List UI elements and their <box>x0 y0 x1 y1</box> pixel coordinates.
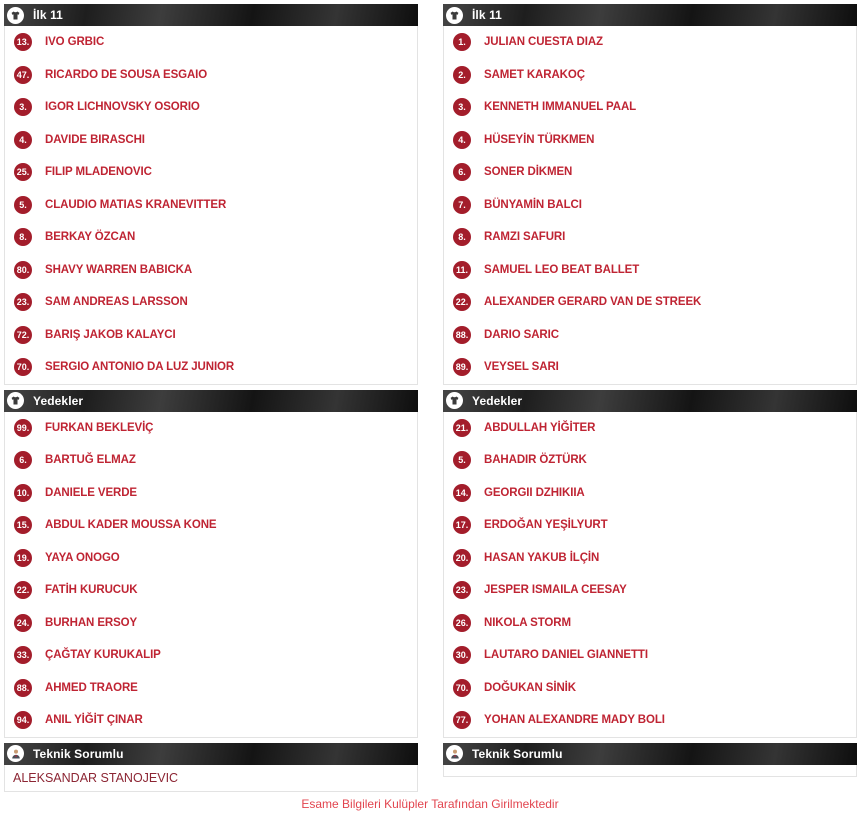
player-row[interactable] <box>444 639 856 672</box>
player-name: BARTUĞ ELMAZ <box>45 454 136 467</box>
player-number-badge: 6. <box>453 163 471 181</box>
lineup-column-home <box>4 4 418 792</box>
section-header-yedekler <box>443 390 857 412</box>
player-row[interactable] <box>5 542 417 575</box>
section-header-teknik-sorumlu <box>443 743 857 765</box>
player-number-badge: 4. <box>14 131 32 149</box>
player-name: DOĞUKAN SİNİK <box>484 681 576 694</box>
coach-icon <box>7 745 24 762</box>
player-name: BURHAN ERSOY <box>45 616 138 629</box>
player-number-badge: 24. <box>14 614 32 632</box>
section-title: İlk 11 <box>33 8 63 22</box>
player-name: YOHAN ALEXANDRE MADY BOLI <box>484 714 665 727</box>
player-row[interactable] <box>5 412 417 445</box>
player-row[interactable] <box>5 607 417 640</box>
player-name: SERGIO ANTONIO DA LUZ JUNIOR <box>45 361 235 374</box>
player-name: FATİH KURUCUK <box>45 584 138 597</box>
player-list-ilk11 <box>4 26 418 385</box>
player-number-badge: 11. <box>453 261 471 279</box>
jersey-icon <box>7 392 24 409</box>
player-name: BARIŞ JAKOB KALAYCI <box>45 328 176 341</box>
player-name: SAM ANDREAS LARSSON <box>45 296 188 309</box>
player-row[interactable] <box>444 286 856 319</box>
section-header-teknik-sorumlu <box>4 743 418 765</box>
player-name: RICARDO DE SOUSA ESGAIO <box>45 68 208 81</box>
section-header-yedekler <box>4 390 418 412</box>
player-number-badge: 19. <box>14 549 32 567</box>
player-number-badge: 5. <box>453 451 471 469</box>
player-number-badge: 72. <box>14 326 32 344</box>
player-name: ALEXANDER GERARD VAN DE STREEK <box>484 296 702 309</box>
player-row[interactable] <box>444 477 856 510</box>
player-row[interactable] <box>444 672 856 705</box>
player-row[interactable] <box>5 477 417 510</box>
player-name: BAHADIR ÖZTÜRK <box>484 454 587 467</box>
player-row[interactable] <box>5 704 417 737</box>
player-name: IGOR LICHNOVSKY OSORIO <box>45 101 200 114</box>
player-name: DANIELE VERDE <box>45 486 137 499</box>
player-number-badge: 70. <box>453 679 471 697</box>
player-row[interactable] <box>5 672 417 705</box>
player-name: JULIAN CUESTA DIAZ <box>484 36 603 49</box>
player-row[interactable] <box>444 254 856 287</box>
player-row[interactable] <box>444 189 856 222</box>
player-name: ERDOĞAN YEŞİLYURT <box>484 519 608 532</box>
player-number-badge: 2. <box>453 66 471 84</box>
section-title: Teknik Sorumlu <box>33 746 124 761</box>
player-name: FILIP MLADENOVIC <box>45 166 152 179</box>
player-number-badge: 33. <box>14 646 32 664</box>
player-name: DAVIDE BIRASCHI <box>45 133 145 146</box>
player-row[interactable] <box>5 351 417 384</box>
player-number-badge: 25. <box>14 163 32 181</box>
player-name: SAMUEL LEO BEAT BALLET <box>484 263 640 276</box>
player-number-badge: 77. <box>453 711 471 729</box>
lineup-column-away <box>443 4 857 777</box>
player-number-badge: 20. <box>453 549 471 567</box>
player-name: NIKOLA STORM <box>484 616 571 629</box>
player-row[interactable] <box>5 124 417 157</box>
player-name: FURKAN BEKLEVİÇ <box>45 421 154 434</box>
player-name: BÜNYAMİN BALCI <box>484 198 582 211</box>
player-number-badge: 17. <box>453 516 471 534</box>
player-number-badge: 8. <box>453 228 471 246</box>
player-name: ABDULLAH YİĞİTER <box>484 421 596 434</box>
player-number-badge: 1. <box>453 33 471 51</box>
player-list-yedekler <box>4 412 418 738</box>
player-name: IVO GRBIC <box>45 36 105 49</box>
player-number-badge: 22. <box>14 581 32 599</box>
player-number-badge: 15. <box>14 516 32 534</box>
player-number-badge: 3. <box>453 98 471 116</box>
player-number-badge: 47. <box>14 66 32 84</box>
staff-name: ALEKSANDAR STANOJEVIC <box>13 770 179 785</box>
player-name: SHAVY WARREN BABICKA <box>45 263 193 276</box>
player-name: LAUTARO DANIEL GIANNETTI <box>484 649 648 662</box>
player-list-yedekler <box>443 412 857 738</box>
section-title: Teknik Sorumlu <box>472 746 563 761</box>
player-number-badge: 10. <box>14 484 32 502</box>
player-row[interactable] <box>5 254 417 287</box>
player-row[interactable] <box>444 156 856 189</box>
player-name: BERKAY ÖZCAN <box>45 231 136 244</box>
player-name: ÇAĞTAY KURUKALIP <box>45 649 161 662</box>
player-number-badge: 30. <box>453 646 471 664</box>
player-name: AHMED TRAORE <box>45 681 138 694</box>
player-number-badge: 80. <box>14 261 32 279</box>
player-number-badge: 7. <box>453 196 471 214</box>
player-number-badge: 5. <box>14 196 32 214</box>
player-name: HÜSEYİN TÜRKMEN <box>484 133 595 146</box>
player-list-ilk11 <box>443 26 857 385</box>
player-name: ANIL YİĞİT ÇINAR <box>45 714 143 727</box>
player-number-badge: 89. <box>453 358 471 376</box>
player-row[interactable] <box>5 509 417 542</box>
player-name: ABDUL KADER MOUSSA KONE <box>45 519 217 532</box>
player-row[interactable] <box>5 286 417 319</box>
player-row[interactable] <box>444 221 856 254</box>
player-number-badge: 6. <box>14 451 32 469</box>
player-row[interactable] <box>444 91 856 124</box>
player-number-badge: 8. <box>14 228 32 246</box>
section-title: Yedekler <box>33 393 84 408</box>
player-row[interactable] <box>444 124 856 157</box>
player-row[interactable] <box>444 351 856 384</box>
player-row[interactable] <box>5 639 417 672</box>
player-name: VEYSEL SARI <box>484 361 559 374</box>
player-row[interactable] <box>444 542 856 575</box>
staff-box <box>4 765 418 792</box>
player-name: RAMZI SAFURI <box>484 231 566 244</box>
jersey-icon <box>446 7 463 24</box>
player-row[interactable] <box>5 189 417 222</box>
player-row[interactable] <box>444 704 856 737</box>
player-number-badge: 3. <box>14 98 32 116</box>
jersey-icon <box>446 392 463 409</box>
player-name: YAYA ONOGO <box>45 551 120 564</box>
section-header-ilk11 <box>443 4 857 26</box>
player-number-badge: 88. <box>14 679 32 697</box>
player-row[interactable] <box>444 607 856 640</box>
section-title: İlk 11 <box>472 8 502 22</box>
player-name: GEORGII DZHIKIIA <box>484 486 585 499</box>
player-row[interactable] <box>5 221 417 254</box>
player-row[interactable] <box>444 412 856 445</box>
player-name: SAMET KARAKOÇ <box>484 68 585 81</box>
player-number-badge: 26. <box>453 614 471 632</box>
player-row[interactable] <box>5 574 417 607</box>
jersey-icon <box>7 7 24 24</box>
player-row[interactable] <box>444 319 856 352</box>
section-header-ilk11 <box>4 4 418 26</box>
footer-note: Esame Bilgileri Kulüpler Tarafından Girilmektedir <box>301 796 559 811</box>
player-row[interactable] <box>444 574 856 607</box>
player-name: SONER DİKMEN <box>484 166 573 179</box>
player-number-badge: 22. <box>453 293 471 311</box>
player-number-badge: 23. <box>453 581 471 599</box>
player-row[interactable] <box>444 444 856 477</box>
player-row[interactable] <box>5 319 417 352</box>
player-number-badge: 94. <box>14 711 32 729</box>
player-row[interactable] <box>444 509 856 542</box>
player-name: CLAUDIO MATIAS KRANEVITTER <box>45 198 227 211</box>
player-number-badge: 99. <box>14 419 32 437</box>
player-number-badge: 21. <box>453 419 471 437</box>
player-number-badge: 13. <box>14 33 32 51</box>
player-name: JESPER ISMAILA CEESAY <box>484 584 627 597</box>
player-row[interactable] <box>5 26 417 59</box>
player-row[interactable] <box>444 59 856 92</box>
player-row[interactable] <box>5 91 417 124</box>
player-row[interactable] <box>444 26 856 59</box>
coach-icon <box>446 745 463 762</box>
player-number-badge: 70. <box>14 358 32 376</box>
player-row[interactable] <box>5 59 417 92</box>
section-title: Yedekler <box>472 393 523 408</box>
player-number-badge: 23. <box>14 293 32 311</box>
staff-box <box>443 765 857 777</box>
player-row[interactable] <box>5 156 417 189</box>
player-name: DARIO SARIC <box>484 328 559 341</box>
player-row[interactable] <box>5 444 417 477</box>
player-number-badge: 14. <box>453 484 471 502</box>
player-name: KENNETH IMMANUEL PAAL <box>484 101 637 114</box>
player-name: HASAN YAKUB İLÇİN <box>484 551 600 564</box>
player-number-badge: 4. <box>453 131 471 149</box>
player-number-badge: 88. <box>453 326 471 344</box>
